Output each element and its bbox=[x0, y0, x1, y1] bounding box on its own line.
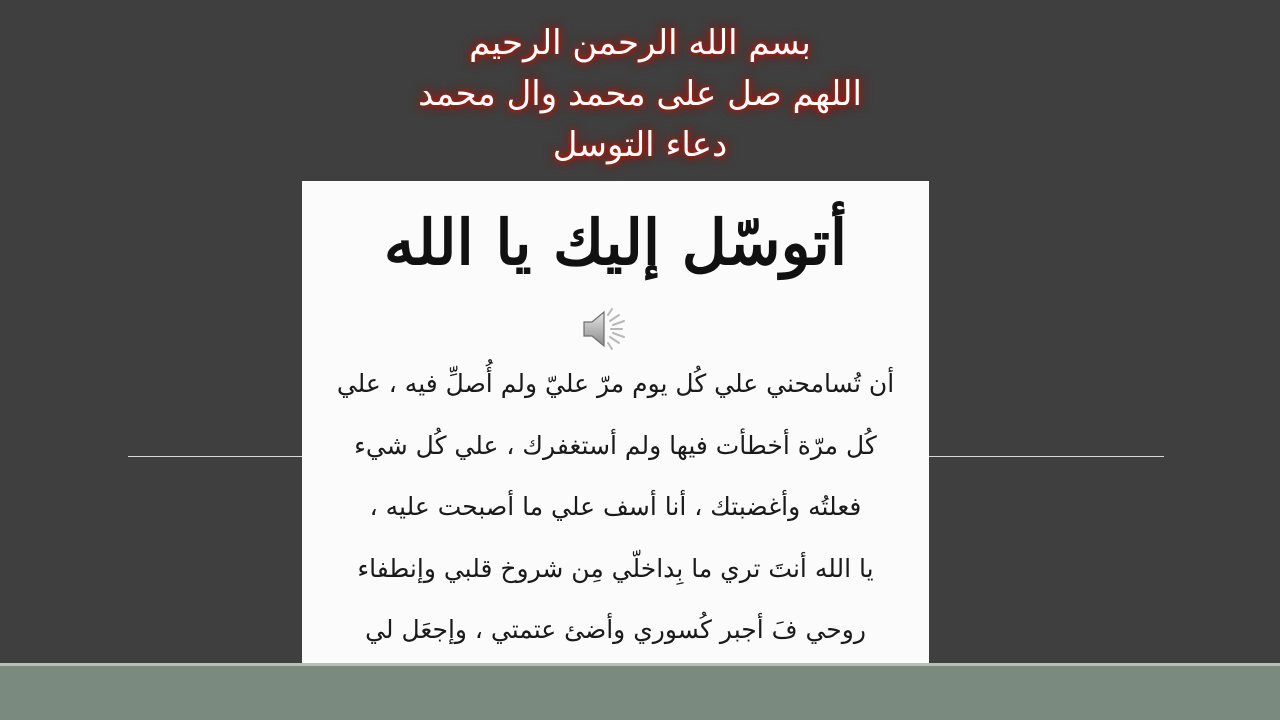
slide-title bbox=[300, 18, 980, 171]
footer-band bbox=[0, 663, 1280, 720]
speaker-icon[interactable] bbox=[580, 306, 634, 352]
prayer-line: كُل مرّة أخطأت فيها ولم أستغفرك ، علي كُل شيء bbox=[354, 430, 877, 460]
prayer-line: أن تُسامحني علي كُل يوم مرّ عليّ ولم أُصلِّ فيه ، علي bbox=[336, 369, 895, 398]
prayer-image[interactable] bbox=[302, 181, 929, 720]
prayer-line: روحي فَ أجبر كُسوري وأضئ عتمتي ، وإجعَل لي bbox=[365, 615, 866, 644]
title-line-basmala: بسم الله الرحمن الرحيم bbox=[469, 23, 811, 63]
title-line-salawat: اللهم صل على محمد وال محمد bbox=[418, 74, 862, 114]
prayer-line: فعلتُه وأغضبتك ، أنا أسف علي ما أصبحت عليه ، bbox=[369, 492, 862, 521]
prayer-heading: أتوسّل إليك يا الله bbox=[383, 206, 848, 279]
title-line-dua-name: دعاء التوسل bbox=[552, 125, 728, 165]
prayer-line: يا الله أنتَ تري ما بِداخلّي مِن شروخ قلبي وإنطفاء bbox=[357, 553, 874, 583]
